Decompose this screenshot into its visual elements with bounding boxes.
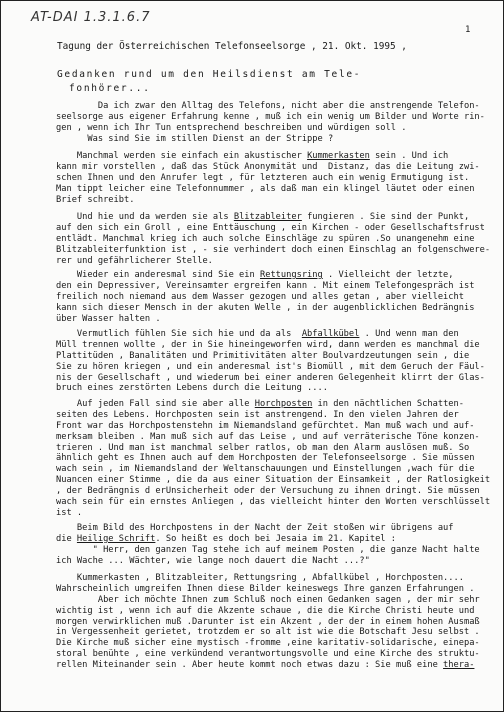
text-run: Und hie und da werden sie als <box>56 212 234 222</box>
text-run: wach sein , im Niemandsland der Weltanschauungen und Einstellungen ,wach für die <box>56 464 475 475</box>
text-run: seelsorge aus eigener Erfahrung kenne , muß ich ein wenig um Bilder und Worte rin- <box>56 111 485 122</box>
text-line <box>56 373 485 384</box>
text-run: storal benühte , eine verkündend verantwortungsvolle und eine Kirche des struktu- <box>56 649 480 660</box>
text-run: Man tippt leicher eine Telefonnummer , als daß man ein klingel läutet oder einen <box>56 183 475 194</box>
underlined-term: Abfallkübel <box>301 329 360 339</box>
underlined-term: Kummerkasten <box>307 151 370 161</box>
text-line <box>56 292 474 303</box>
text-line <box>56 534 480 545</box>
text-run: in den nächtlichen Schatten- <box>312 399 464 409</box>
text-run: ist . <box>56 507 83 518</box>
text-line <box>56 362 485 373</box>
text-run: morgen verwirklichen muß .Darunter ist ein Akzent , der der in einem hohen Ausmaß <box>56 616 480 627</box>
text-line <box>56 617 480 628</box>
text-run: seiten des Lebens. Horchposten sein ist anstrengend. In den vielen Jahren der <box>56 409 459 420</box>
archive-mark: AT-DAI 1.3.1.6.7 <box>31 10 151 25</box>
text-run: Blitzableiterfunktion ist , - sie verhindert doch einen Einschlag an folgenschwere- <box>56 244 491 255</box>
text-run: Kummerkasten , Blitzableiter, Rettungsring , Abfallkübel , Horchposten.... <box>56 573 464 583</box>
text-run: Brief schreibt. <box>56 194 135 205</box>
text-line <box>56 475 490 486</box>
text-run: Da ich zwar den Alltag des Telefons, nicht aber die anstrengende Telefon- <box>56 101 480 111</box>
text-line <box>56 112 485 123</box>
text-line <box>56 195 480 206</box>
text-run: . So heißt es doch bei Jesaia im 21. Kapitel : <box>155 533 396 544</box>
text-run: ähnlich geht es Ihnen auch auf dem Horchposten der Telefonseelsorge . Sie müssen <box>56 453 475 464</box>
text-run: wichtig ist , wenn ich auf die Akzente schaue , die die Kirche Christi heute und <box>56 605 475 616</box>
paragraph <box>56 101 485 145</box>
text-line <box>56 173 480 184</box>
text-line <box>56 184 480 195</box>
paragraph <box>56 329 485 394</box>
text-line <box>56 101 485 112</box>
text-line <box>56 556 480 567</box>
text-line <box>56 256 490 267</box>
text-line <box>56 486 490 497</box>
text-run: rer und gefährlicherer Stelle. <box>56 255 213 266</box>
text-run: trieren . Und man ist manchmal selber ratlos, ob man den Alarm auslösen muß. So <box>56 442 470 453</box>
text-line <box>56 584 480 595</box>
text-run: entlädt. Manchmal krieg ich auch solche Einschläge zu spüren .So unangenehm eine <box>56 233 475 244</box>
text-line <box>56 270 474 281</box>
text-run: . Vielleicht der letzte, <box>322 270 454 280</box>
text-line <box>56 595 480 606</box>
text-run: Die Kirche muß sicher eine mystisch -fromme ,eine karitativ-solidarische, einepa- <box>56 638 480 649</box>
text-run: Nuancen einer Stimme , die da aus einer Situation der Einsamkeit , der Ratlosigkeit <box>56 475 491 486</box>
text-line <box>56 212 490 223</box>
text-run: Vermutlich fühlen Sie sich hie und da als <box>56 329 302 339</box>
paragraph <box>56 151 480 205</box>
paragraph <box>56 270 474 324</box>
text-run: Aber ich möchte Ihnen zum Schluß noch einen Gedanken sagen , der mir sehr <box>56 594 480 605</box>
text-run: Plattitüden , Banalitäten und Primitivitäten alter Boulvardzeutungen sein , die <box>56 350 470 361</box>
text-run: ich Wache ... Wächter, wie lange noch dauert die Nacht ...?" <box>56 555 370 566</box>
text-line <box>56 245 490 256</box>
text-run: kann sich dieser Mensch in der akuten Welle , in der augenblicklichen Bedrängnis <box>56 302 475 313</box>
text-line <box>56 545 480 556</box>
text-line <box>56 421 490 432</box>
text-line <box>56 151 480 162</box>
text-line <box>56 134 485 145</box>
underlined-term: Rettungsring <box>259 270 323 280</box>
text-run: Manchmal werden sie einfach ein akustischer <box>56 151 308 161</box>
page-number: 1 <box>465 25 471 35</box>
text-run: den ein Depressiver, Vereinsamter ergreifen kann . Mit einem Telefongespräch ist <box>56 280 475 291</box>
text-line <box>56 162 480 173</box>
text-line <box>56 453 490 464</box>
text-run: wach sein für ein ernstes Anliegen , das vielleicht hinter den Worten verschlüsselt <box>56 497 491 508</box>
text-run: kann mir vorstellen , daß das Stück Anonymität und Distanz, das die Leitung zwi- <box>56 161 480 172</box>
text-line <box>56 508 490 519</box>
text-run: bruch eines zerstörten Lebens durch die Leitung .... <box>56 383 328 394</box>
subject-line: fonhörer... <box>69 83 151 94</box>
text-line <box>56 573 480 584</box>
text-run: Sie zu hören kriegen , und ein anderesmal ist's Biomüll , mit dem Geruch der Fäul- <box>56 361 485 372</box>
text-run: Auf jeden Fall sind sie aber alle <box>56 399 255 409</box>
paragraph <box>56 399 490 519</box>
text-run: Wieder ein anderesmal sind Sie ein <box>56 270 260 280</box>
underlined-term: thera- <box>443 660 475 671</box>
text-run: Müll trennen wollte , der in Sie hineingeworfen wird, dann werden es manchmal die <box>56 339 480 350</box>
text-line <box>56 606 480 617</box>
text-line <box>56 497 490 508</box>
text-line <box>56 383 485 394</box>
text-line <box>56 464 490 475</box>
text-line <box>56 340 485 351</box>
text-line <box>56 123 485 134</box>
text-line <box>56 234 490 245</box>
text-run: die <box>56 533 77 544</box>
text-run: Was sind Sie im stillen Dienst an der Strippe ? <box>56 133 334 144</box>
text-run: . Und wenn man den <box>359 329 459 339</box>
text-run: fungieren . Sie sind der Punkt, <box>301 212 470 222</box>
underlined-term: Heilige Schrift <box>76 533 156 544</box>
text-line <box>56 660 480 671</box>
text-run: nis der Gesellschaft , und wiederum bei einer anderen Gelegenheit klirrt der Glas- <box>56 372 485 383</box>
text-line <box>56 399 490 410</box>
text-run: in Vergessenheit gerietet, trotzdem er so alt ist wie die Botschaft Jesu selbst . <box>56 627 480 638</box>
paragraph <box>56 212 490 266</box>
text-line <box>56 329 485 340</box>
text-run: Beim Bild des Horchpostens in der Nacht der Zeit stoßen wir übrigens auf <box>56 523 454 533</box>
text-run: Wahrscheinlich umgreifen Ihnen diese Bilder keineswegs Ihre ganzen Erfahrungen . <box>56 583 475 594</box>
text-line <box>56 443 490 454</box>
text-line <box>56 303 474 314</box>
document-subject <box>57 68 361 96</box>
underlined-term: Blitzableiter <box>233 212 302 222</box>
text-run: , der Bedrängnis d erUnsicherheit oder der Versuchung zu ihnen dringt. Sie müssen <box>56 486 480 497</box>
text-line <box>56 523 480 534</box>
text-line <box>56 432 490 443</box>
document-header: Tagung der Österreichischen Telefonseelsorge , 21. Okt. 1995 , <box>57 41 407 52</box>
paragraph <box>56 573 480 671</box>
text-run: Front war das Horchpostenstehn im Niemandsland gefürchtet. Man muß wach und auf- <box>56 420 475 431</box>
text-run: " Herr, den ganzen Tag stehe ich auf meinem Posten , die ganze Nacht halte <box>56 544 480 555</box>
text-line <box>56 410 490 421</box>
text-run: gen , wenn ich Ihr Tun entsprechend beschreiben und würdigen soll . <box>56 122 407 133</box>
text-run: schen Ihnen und den Anrufer legt , für letzteren auch ein wenig Ermutigung ist. <box>56 172 470 183</box>
text-run: merksam bleiben . Man muß sich auf das Leise , und auf verräterische Töne konzen- <box>56 431 480 442</box>
paragraph <box>56 523 480 567</box>
text-run: rellen Miteinander sein . Aber heute kommt noch etwas dazu : Sie muß eine <box>56 660 444 671</box>
text-line <box>56 351 485 362</box>
text-line <box>56 223 490 234</box>
text-line <box>56 627 480 638</box>
text-line <box>56 314 474 325</box>
text-line <box>56 649 480 660</box>
text-run: freilich noch niemand aus dem Wasser gezogen und alles getan , aber vielleicht <box>56 291 464 302</box>
text-run: auf den sich ein Groll , eine Enttäuschung , ein Kirchen - oder Gesellschaftsfrust <box>56 222 485 233</box>
text-line <box>56 281 474 292</box>
underlined-term: Horchposten <box>254 399 313 409</box>
text-run: sein . Und ich <box>369 151 449 161</box>
subject-line: Gedanken rund um den Heilsdienst am Tele- <box>57 69 362 80</box>
text-line <box>56 638 480 649</box>
text-run: über Wasser halten . <box>56 313 161 324</box>
